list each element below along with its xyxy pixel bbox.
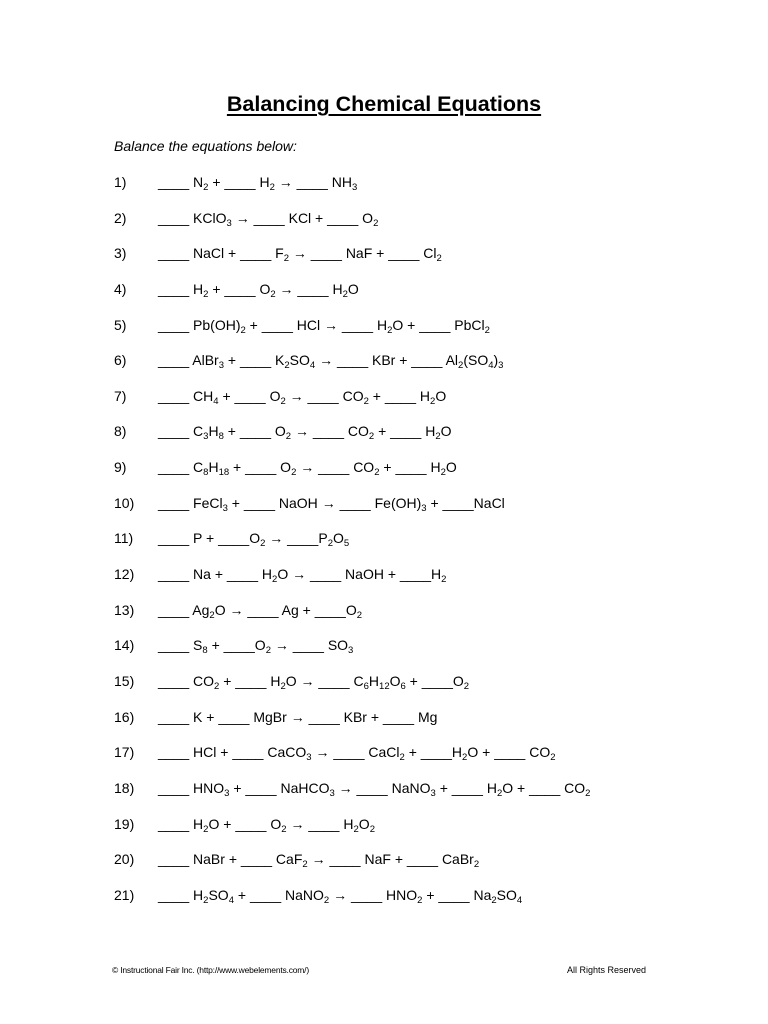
reaction-arrow-icon: → [333, 886, 348, 903]
equation-text: ____ $H_2O$ + ____ $O_2$ → ____ $H_2O_2$ [158, 815, 375, 835]
equation-text: ____ $CH_4$ + ____ $O_2$ → ____ $CO_2$ + ____ $H_2O$ [158, 387, 447, 407]
equation-text: ____ Na + ____ $H_2O$ → ____ NaOH + $\_\_\_\_H_2$ [158, 566, 447, 586]
equation-text: ____ $P + \_\_\_\_O_2$ → $\_\_\_\_P_2O_5$ [158, 530, 350, 550]
equation-number: 5) [114, 316, 127, 333]
reaction-arrow-icon: → [235, 209, 250, 226]
footer-rights: All Rights Reserved [567, 965, 647, 975]
equation-text: ____ NaCl + ____ $F_2$ → ____ NaF + ____ $Cl_2$ [158, 245, 442, 265]
equation-number: 9) [114, 459, 127, 476]
reaction-arrow-icon: → [321, 494, 336, 511]
equation-number: 12) [114, 566, 135, 583]
equation-number: 10) [114, 494, 135, 511]
equation-number: 2) [114, 209, 127, 226]
equation-text: ____ $CO_2$ + ____ $H_2O$ → ____ $C_6H_{12}O_6$ + $\_\_\_\_O_2$ [158, 672, 470, 692]
equation-list [114, 172, 590, 920]
reaction-arrow-icon: → [292, 566, 307, 583]
reaction-arrow-icon: → [289, 387, 304, 404]
equation-text: ____ HCl + ____ CaCO$_3$ → ____ CaCl$_2$ + $\_\_\_\_H_2O$ + ____ $CO_2$ [158, 744, 556, 764]
equation-row [114, 421, 590, 457]
equation-number: 19) [114, 815, 135, 832]
equation-number: 14) [114, 637, 135, 654]
equation-text: ____ $Pb(OH)_2$ + ____ HCl → ____ $H_2O$ + ____ PbCl$_2$ [158, 316, 490, 336]
equation-row [114, 707, 590, 743]
equation-number: 18) [114, 779, 135, 796]
equation-text: ____ $Ag_2O$ → ____ $Ag + \_\_\_\_O_2$ [158, 601, 363, 621]
equation-text: ____ AlBr$_3$ + ____ $K_2SO_4$ → ____ KBr + ____ $Al_2(SO_4)_3$ [158, 352, 504, 372]
equation-number: 20) [114, 851, 135, 868]
equation-number: 4) [114, 280, 127, 297]
equation-row [114, 457, 590, 493]
equation-row [114, 885, 590, 921]
equation-number: 13) [114, 601, 135, 618]
reaction-arrow-icon: → [324, 316, 338, 333]
equation-row [114, 564, 590, 600]
worksheet-title [0, 92, 768, 117]
equation-row [114, 635, 590, 671]
reaction-arrow-icon: → [311, 851, 326, 868]
equation-text: ____ $HNO_3$ + ____ NaHCO$_3$ → ____ NaNO$_3$ + ____ $H_2O$ + ____ $CO_2$ [158, 779, 591, 799]
equation-text: ____ $C_3H_8$ + ____ $O_2$ → ____ $CO_2$ + ____ $H_2O$ [158, 423, 452, 443]
equation-row [114, 600, 590, 636]
equation-text: ____ KClO$_3$ → ____ KCl + ____ $O_2$ [158, 209, 379, 229]
reaction-arrow-icon: → [300, 459, 315, 476]
equation-number: 21) [114, 886, 135, 903]
equation-row [114, 742, 590, 778]
equation-row [114, 493, 590, 529]
equation-text: ____ $N_2$ + ____ $H_2$ → ____ $NH_3$ [158, 174, 358, 193]
reaction-arrow-icon: → [294, 423, 309, 440]
equation-row [114, 671, 590, 707]
reaction-arrow-icon: → [229, 601, 244, 618]
equation-number: 17) [114, 744, 135, 761]
equation-number: 16) [114, 708, 135, 725]
equation-row [114, 243, 590, 279]
equation-number: 7) [114, 387, 127, 404]
equation-row [114, 528, 590, 564]
equation-number: 15) [114, 672, 135, 689]
equation-number: 6) [114, 352, 127, 369]
equation-row [114, 778, 590, 814]
reaction-arrow-icon: → [279, 280, 294, 297]
equation-text: ____ $S_8$ + $\_\_\_\_O_2$ → ____ $SO_3$ [158, 637, 354, 657]
equation-row [114, 814, 590, 850]
instructions: Balance the equations below: [114, 138, 297, 154]
reaction-arrow-icon: → [319, 352, 334, 369]
equation-text: ____ $C_8H_{18}$ + ____ $O_2$ → ____ $CO_2$ + ____ $H_2O$ [158, 459, 457, 479]
reaction-arrow-icon: → [274, 637, 289, 654]
worksheet-title-text: Balancing Chemical Equations [226, 92, 542, 116]
equation-number: 11) [114, 530, 134, 547]
equation-row [114, 172, 590, 208]
equation-text: ____ FeCl$_3$ + ____ NaOH → ____ $Fe(OH)_3$ + ____NaCl [158, 494, 505, 514]
equation-number: 1) [114, 174, 127, 190]
equation-text: ____ NaBr + ____ CaF$_2$ → ____ NaF + ____ CaBr$_2$ [158, 851, 480, 871]
reaction-arrow-icon: → [290, 708, 305, 725]
equation-row [114, 849, 590, 885]
equation-number: 3) [114, 245, 127, 262]
reaction-arrow-icon: → [300, 672, 315, 689]
equation-row [114, 386, 590, 422]
equation-row [114, 350, 590, 386]
reaction-arrow-icon: → [338, 779, 353, 796]
equation-row [114, 315, 590, 351]
equation-row [114, 279, 590, 315]
equation-text: ____ $H_2SO_4$ + ____ NaNO$_2$ → ____ $HNO_2$ + ____ $Na_2SO_4$ [158, 886, 523, 906]
reaction-arrow-icon: → [290, 815, 305, 832]
reaction-arrow-icon: → [292, 245, 307, 262]
reaction-arrow-icon: → [278, 174, 293, 190]
equation-text: ____ $H_2$ + ____ $O_2$ → ____ $H_2O$ [158, 280, 359, 300]
reaction-arrow-icon: → [315, 744, 330, 761]
reaction-arrow-icon: → [269, 530, 284, 547]
equation-number: 8) [114, 423, 127, 440]
footer-credit: © Instructional Fair Inc. (http://www.webelements.com/) [112, 965, 309, 975]
equation-text: ____ K + ____ MgBr → ____ KBr + ____ Mg [158, 708, 438, 725]
equation-row [114, 208, 590, 244]
